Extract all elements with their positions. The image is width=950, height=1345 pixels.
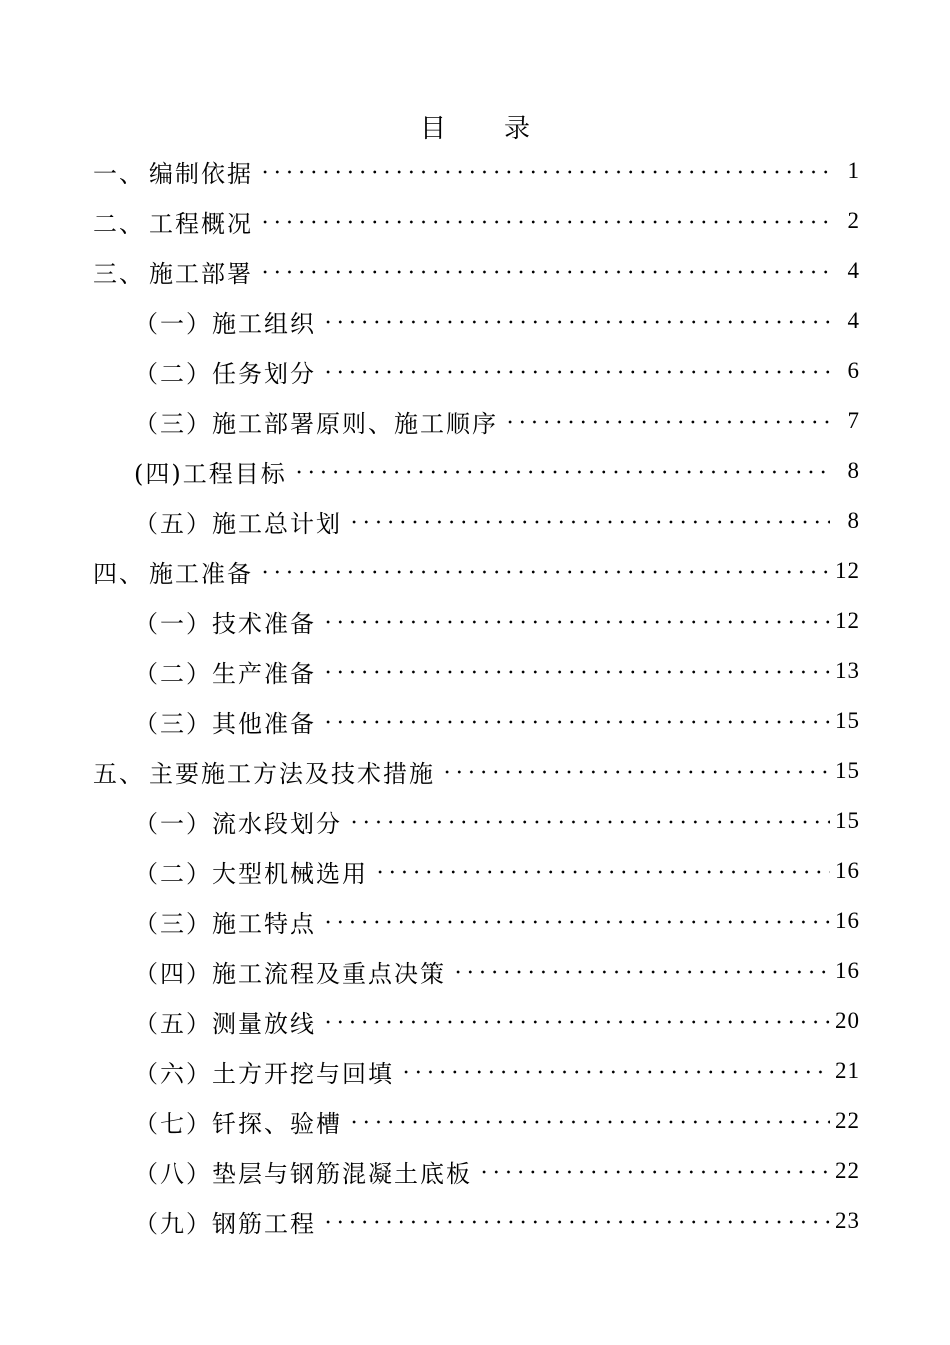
toc-entry[interactable]	[0, 296, 950, 346]
toc-entry-page-number: 16	[835, 958, 860, 983]
toc-entry-page-number: 16	[835, 858, 860, 883]
toc-entry-page-number: 1	[847, 158, 860, 183]
toc-entry-text: （五）测量放线	[134, 1009, 316, 1038]
toc-entry-label	[134, 504, 348, 539]
toc-list	[0, 146, 950, 1246]
toc-entry-text: （二）大型机械选用	[134, 859, 368, 888]
toc-entry-page-number: 4	[847, 258, 860, 283]
toc-entry-text: （二）任务划分	[134, 359, 316, 388]
dot-leader	[348, 820, 830, 824]
toc-entry-label	[134, 654, 322, 689]
toc-entry-label	[93, 154, 259, 189]
dot-leader	[348, 520, 830, 524]
toc-entry-label	[134, 304, 322, 339]
toc-title-right: 录	[504, 114, 531, 144]
toc-entry-text: （三）施工特点	[134, 909, 316, 938]
toc-entry-page-number: 6	[847, 358, 860, 383]
toc-entry-page-number: 22	[835, 1108, 860, 1133]
toc-entry[interactable]	[0, 946, 950, 996]
toc-entry-text: （一）施工组织	[134, 309, 316, 338]
dot-leader	[478, 1170, 830, 1174]
dot-leader	[322, 920, 830, 924]
toc-entry[interactable]	[0, 746, 950, 796]
toc-entry[interactable]	[0, 146, 950, 196]
toc-entry-page-number: 7	[847, 408, 860, 433]
toc-entry-label	[93, 204, 259, 239]
toc-entry-text: （一）流水段划分	[134, 809, 342, 838]
dot-leader	[322, 1020, 830, 1024]
toc-entry-page-number: 15	[835, 758, 860, 783]
dot-leader	[452, 970, 830, 974]
toc-entry-text: 主要施工方法及技术措施	[149, 759, 435, 788]
toc-entry-label	[134, 1204, 322, 1239]
dot-leader	[374, 870, 830, 874]
toc-entry-number: 五、	[93, 759, 145, 788]
toc-entry-text: (四)工程目标	[134, 459, 287, 488]
toc-entry-label	[134, 904, 322, 939]
dot-leader	[259, 270, 830, 274]
toc-entry-label	[134, 604, 322, 639]
toc-entry-page-number: 12	[835, 558, 860, 583]
dot-leader	[322, 720, 830, 724]
dot-leader	[322, 1220, 830, 1224]
toc-entry-page-number: 20	[835, 1008, 860, 1033]
toc-entry[interactable]	[0, 546, 950, 596]
dot-leader	[504, 420, 830, 424]
toc-entry-label	[134, 854, 374, 889]
toc-entry-label	[134, 1154, 478, 1189]
toc-entry[interactable]	[0, 1196, 950, 1246]
toc-entry[interactable]	[0, 246, 950, 296]
toc-entry-label	[134, 354, 322, 389]
toc-entry-number: 四、	[93, 559, 145, 588]
toc-entry[interactable]	[0, 596, 950, 646]
toc-entry-label	[93, 254, 259, 289]
dot-leader	[400, 1070, 830, 1074]
toc-entry[interactable]	[0, 196, 950, 246]
toc-entry[interactable]	[0, 846, 950, 896]
toc-entry-text: （八）垫层与钢筋混凝土底板	[134, 1159, 472, 1188]
dot-leader	[322, 670, 830, 674]
toc-entry-label	[134, 1054, 400, 1089]
toc-entry[interactable]	[0, 396, 950, 446]
toc-entry-text: （二）生产准备	[134, 659, 316, 688]
toc-title	[0, 108, 950, 145]
toc-title-left: 目	[419, 114, 446, 144]
toc-entry-page-number: 22	[835, 1158, 860, 1183]
toc-entry-text: （五）施工总计划	[134, 509, 342, 538]
toc-entry-page-number: 8	[847, 458, 860, 483]
toc-entry-text: （七）钎探、验槽	[134, 1109, 342, 1138]
dot-leader	[293, 470, 830, 474]
toc-entry-label	[134, 1004, 322, 1039]
toc-entry[interactable]	[0, 996, 950, 1046]
dot-leader	[259, 170, 830, 174]
toc-entry-page-number: 21	[835, 1058, 860, 1083]
toc-entry[interactable]	[0, 496, 950, 546]
toc-entry-page-number: 15	[835, 808, 860, 833]
toc-entry-text: （一）技术准备	[134, 609, 316, 638]
toc-entry[interactable]	[0, 896, 950, 946]
toc-entry-page-number: 8	[847, 508, 860, 533]
toc-entry-text: （三）其他准备	[134, 709, 316, 738]
dot-leader	[322, 370, 830, 374]
toc-entry[interactable]	[0, 646, 950, 696]
toc-entry-number: 三、	[93, 259, 145, 288]
dot-leader	[322, 620, 830, 624]
toc-entry-label	[134, 404, 504, 439]
toc-entry-text: （六）土方开挖与回填	[134, 1059, 394, 1088]
dot-leader	[322, 320, 830, 324]
toc-entry-page-number: 2	[847, 208, 860, 233]
toc-entry-text: （四）施工流程及重点决策	[134, 959, 446, 988]
toc-entry-number: 二、	[93, 209, 145, 238]
toc-entry-page-number: 13	[835, 658, 860, 683]
dot-leader	[441, 770, 830, 774]
dot-leader	[348, 1120, 830, 1124]
toc-entry-text: 编制依据	[149, 159, 253, 188]
toc-entry-page-number: 4	[847, 308, 860, 333]
toc-entry-page-number: 12	[835, 608, 860, 633]
toc-entry-label	[134, 954, 452, 989]
toc-entry[interactable]	[0, 446, 950, 496]
toc-entry-text: 工程概况	[149, 209, 253, 238]
toc-entry[interactable]	[0, 1096, 950, 1146]
toc-entry-page-number: 15	[835, 708, 860, 733]
toc-entry[interactable]	[0, 696, 950, 746]
toc-entry-label	[134, 704, 322, 739]
toc-entry-label	[93, 554, 259, 589]
toc-entry-number: 一、	[93, 159, 145, 188]
toc-entry-text: 施工准备	[149, 559, 253, 588]
toc-entry-label	[134, 1104, 348, 1139]
dot-leader	[259, 220, 830, 224]
dot-leader	[259, 570, 830, 574]
toc-entry-text: （三）施工部署原则、施工顺序	[134, 409, 498, 438]
toc-entry-page-number: 16	[835, 908, 860, 933]
toc-entry-label	[134, 454, 293, 489]
toc-entry-text: 施工部署	[149, 259, 253, 288]
toc-entry[interactable]	[0, 796, 950, 846]
toc-entry-label	[134, 804, 348, 839]
toc-entry[interactable]	[0, 346, 950, 396]
toc-entry-label	[93, 754, 441, 789]
toc-entry-page-number: 23	[835, 1208, 860, 1233]
toc-entry[interactable]	[0, 1046, 950, 1096]
toc-entry[interactable]	[0, 1146, 950, 1196]
toc-entry-text: （九）钢筋工程	[134, 1209, 316, 1238]
